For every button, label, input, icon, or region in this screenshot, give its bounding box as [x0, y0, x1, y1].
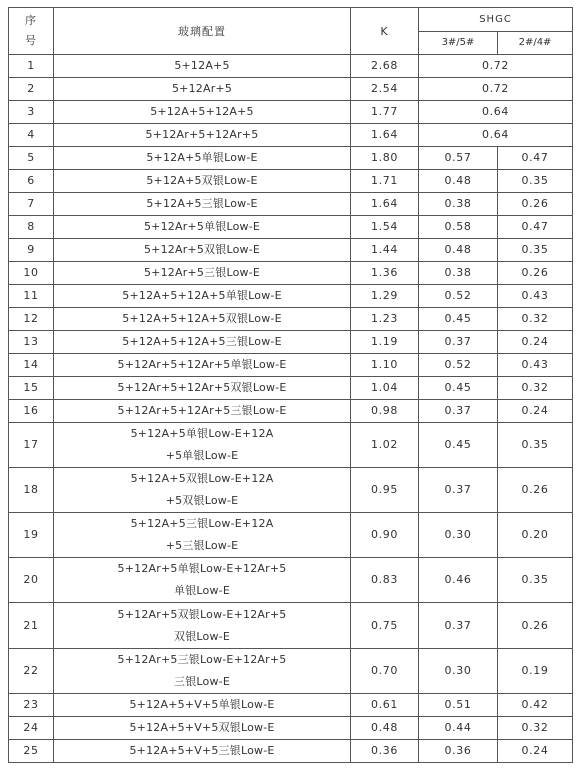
row-glass-config: 5+12Ar+5三银Low-E: [54, 262, 351, 285]
table-row: [9, 354, 573, 377]
table-row: [9, 377, 573, 400]
row-shgc-2-4: 0.32: [498, 716, 573, 739]
row-shgc-2-4: 0.24: [498, 400, 573, 423]
row-shgc-3-5: 0.37: [419, 468, 498, 513]
row-k-value: 0.48: [351, 716, 419, 739]
row-glass-config: 5+12Ar+5双银Low-E+12Ar+5 双银Low-E: [54, 603, 351, 648]
row-k-value: 0.61: [351, 693, 419, 716]
row-glass-config: 5+12A+5+12A+5单银Low-E: [54, 285, 351, 308]
row-k-value: 0.90: [351, 513, 419, 558]
table-row: [9, 216, 573, 239]
table-row: [9, 101, 573, 124]
row-glass-config: 5+12A+5双银Low-E+12A +5双银Low-E: [54, 468, 351, 513]
row-glass-config: 5+12A+5: [54, 55, 351, 78]
table-row: [9, 262, 573, 285]
row-shgc-value: 0.72: [419, 78, 573, 101]
row-shgc-3-5: 0.44: [419, 716, 498, 739]
row-shgc-2-4: 0.26: [498, 468, 573, 513]
row-glass-config: 5+12A+5+12A+5三银Low-E: [54, 331, 351, 354]
row-index: 20: [9, 558, 54, 603]
row-shgc-3-5: 0.58: [419, 216, 498, 239]
row-shgc-value: 0.64: [419, 101, 573, 124]
glass-config-table: [8, 7, 573, 763]
row-glass-config: 5+12A+5+V+5单银Low-E: [54, 693, 351, 716]
table-row: [9, 170, 573, 193]
row-shgc-2-4: 0.47: [498, 147, 573, 170]
row-glass-config: 5+12A+5三银Low-E: [54, 193, 351, 216]
row-glass-config: 5+12A+5+12A+5: [54, 101, 351, 124]
row-index: 13: [9, 331, 54, 354]
row-glass-config: 5+12A+5单银Low-E+12A +5单银Low-E: [54, 423, 351, 468]
table-row: [9, 558, 573, 603]
row-index: 5: [9, 147, 54, 170]
table-row: [9, 716, 573, 739]
header-shgc-2-4: 2#/4#: [498, 32, 573, 55]
header-shgc-3-5: 3#/5#: [419, 32, 498, 55]
row-k-value: 1.44: [351, 239, 419, 262]
row-k-value: 1.10: [351, 354, 419, 377]
table-row: [9, 308, 573, 331]
row-index: 4: [9, 124, 54, 147]
row-k-value: 1.54: [351, 216, 419, 239]
header-row-1: [9, 8, 573, 32]
row-shgc-2-4: 0.32: [498, 308, 573, 331]
table-row: [9, 193, 573, 216]
table-row: [9, 603, 573, 648]
row-shgc-3-5: 0.45: [419, 308, 498, 331]
row-index: 12: [9, 308, 54, 331]
row-shgc-2-4: 0.35: [498, 170, 573, 193]
row-shgc-2-4: 0.24: [498, 739, 573, 762]
row-index: 7: [9, 193, 54, 216]
row-shgc-2-4: 0.19: [498, 648, 573, 693]
row-index: 22: [9, 648, 54, 693]
row-shgc-3-5: 0.37: [419, 331, 498, 354]
row-shgc-3-5: 0.30: [419, 648, 498, 693]
table-row: [9, 648, 573, 693]
row-index: 18: [9, 468, 54, 513]
row-shgc-2-4: 0.47: [498, 216, 573, 239]
row-shgc-2-4: 0.35: [498, 423, 573, 468]
row-glass-config: 5+12Ar+5+12Ar+5: [54, 124, 351, 147]
row-shgc-3-5: 0.46: [419, 558, 498, 603]
row-shgc-2-4: 0.35: [498, 239, 573, 262]
row-shgc-3-5: 0.48: [419, 170, 498, 193]
row-index: 21: [9, 603, 54, 648]
row-k-value: 1.77: [351, 101, 419, 124]
row-glass-config: 5+12Ar+5+12Ar+5三银Low-E: [54, 400, 351, 423]
row-glass-config: 5+12Ar+5双银Low-E: [54, 239, 351, 262]
row-index: 14: [9, 354, 54, 377]
table-row: [9, 331, 573, 354]
row-glass-config: 5+12A+5+V+5三银Low-E: [54, 739, 351, 762]
row-index: 1: [9, 55, 54, 78]
row-index: 8: [9, 216, 54, 239]
table-row: [9, 400, 573, 423]
row-glass-config: 5+12A+5三银Low-E+12A +5三银Low-E: [54, 513, 351, 558]
row-shgc-3-5: 0.45: [419, 377, 498, 400]
row-k-value: 1.64: [351, 124, 419, 147]
row-shgc-value: 0.64: [419, 124, 573, 147]
row-glass-config: 5+12A+5+12A+5双银Low-E: [54, 308, 351, 331]
row-shgc-3-5: 0.38: [419, 193, 498, 216]
row-shgc-3-5: 0.48: [419, 239, 498, 262]
row-k-value: 1.02: [351, 423, 419, 468]
row-k-value: 2.68: [351, 55, 419, 78]
table-body: [9, 8, 573, 763]
row-index: 9: [9, 239, 54, 262]
row-k-value: 1.64: [351, 193, 419, 216]
row-shgc-3-5: 0.30: [419, 513, 498, 558]
table-row: [9, 285, 573, 308]
row-shgc-2-4: 0.24: [498, 331, 573, 354]
row-shgc-3-5: 0.37: [419, 603, 498, 648]
row-index: 23: [9, 693, 54, 716]
row-glass-config: 5+12Ar+5+12Ar+5双银Low-E: [54, 377, 351, 400]
row-shgc-2-4: 0.26: [498, 193, 573, 216]
row-glass-config: 5+12A+5双银Low-E: [54, 170, 351, 193]
header-glass-config: 玻璃配置: [54, 8, 351, 55]
row-glass-config: 5+12A+5+V+5双银Low-E: [54, 716, 351, 739]
row-index: 16: [9, 400, 54, 423]
row-glass-config: 5+12Ar+5单银Low-E+12Ar+5 单银Low-E: [54, 558, 351, 603]
row-index: 11: [9, 285, 54, 308]
row-index: 25: [9, 739, 54, 762]
row-shgc-2-4: 0.42: [498, 693, 573, 716]
row-shgc-3-5: 0.38: [419, 262, 498, 285]
row-k-value: 2.54: [351, 78, 419, 101]
row-shgc-3-5: 0.36: [419, 739, 498, 762]
table-row: [9, 468, 573, 513]
row-index: 24: [9, 716, 54, 739]
table-row: [9, 513, 573, 558]
row-index: 15: [9, 377, 54, 400]
row-k-value: 0.98: [351, 400, 419, 423]
row-k-value: 0.36: [351, 739, 419, 762]
table-row: [9, 239, 573, 262]
row-glass-config: 5+12A+5单银Low-E: [54, 147, 351, 170]
row-glass-config: 5+12Ar+5+12Ar+5单银Low-E: [54, 354, 351, 377]
row-index: 19: [9, 513, 54, 558]
row-index: 2: [9, 78, 54, 101]
row-k-value: 0.95: [351, 468, 419, 513]
row-shgc-3-5: 0.45: [419, 423, 498, 468]
row-shgc-2-4: 0.43: [498, 354, 573, 377]
row-shgc-3-5: 0.57: [419, 147, 498, 170]
row-index: 10: [9, 262, 54, 285]
row-shgc-3-5: 0.37: [419, 400, 498, 423]
table-row: [9, 739, 573, 762]
row-glass-config: 5+12Ar+5: [54, 78, 351, 101]
row-k-value: 1.71: [351, 170, 419, 193]
row-k-value: 0.75: [351, 603, 419, 648]
row-shgc-2-4: 0.35: [498, 558, 573, 603]
row-shgc-value: 0.72: [419, 55, 573, 78]
table-row: [9, 124, 573, 147]
table-row: [9, 55, 573, 78]
row-shgc-2-4: 0.43: [498, 285, 573, 308]
row-shgc-2-4: 0.32: [498, 377, 573, 400]
row-shgc-3-5: 0.52: [419, 354, 498, 377]
row-k-value: 1.23: [351, 308, 419, 331]
row-k-value: 1.04: [351, 377, 419, 400]
row-k-value: 1.36: [351, 262, 419, 285]
table-row: [9, 78, 573, 101]
row-k-value: 1.19: [351, 331, 419, 354]
header-shgc: SHGC: [419, 8, 573, 32]
row-index: 6: [9, 170, 54, 193]
row-index: 3: [9, 101, 54, 124]
table-row: [9, 423, 573, 468]
row-k-value: 1.80: [351, 147, 419, 170]
row-k-value: 1.29: [351, 285, 419, 308]
row-k-value: 0.83: [351, 558, 419, 603]
table-row: [9, 147, 573, 170]
row-k-value: 0.70: [351, 648, 419, 693]
row-shgc-2-4: 0.26: [498, 603, 573, 648]
row-shgc-3-5: 0.52: [419, 285, 498, 308]
row-shgc-2-4: 0.26: [498, 262, 573, 285]
row-shgc-3-5: 0.51: [419, 693, 498, 716]
header-k: K: [351, 8, 419, 55]
row-glass-config: 5+12Ar+5单银Low-E: [54, 216, 351, 239]
row-glass-config: 5+12Ar+5三银Low-E+12Ar+5 三银Low-E: [54, 648, 351, 693]
row-shgc-2-4: 0.20: [498, 513, 573, 558]
header-index: 序 号: [9, 8, 54, 55]
row-index: 17: [9, 423, 54, 468]
table-row: [9, 693, 573, 716]
